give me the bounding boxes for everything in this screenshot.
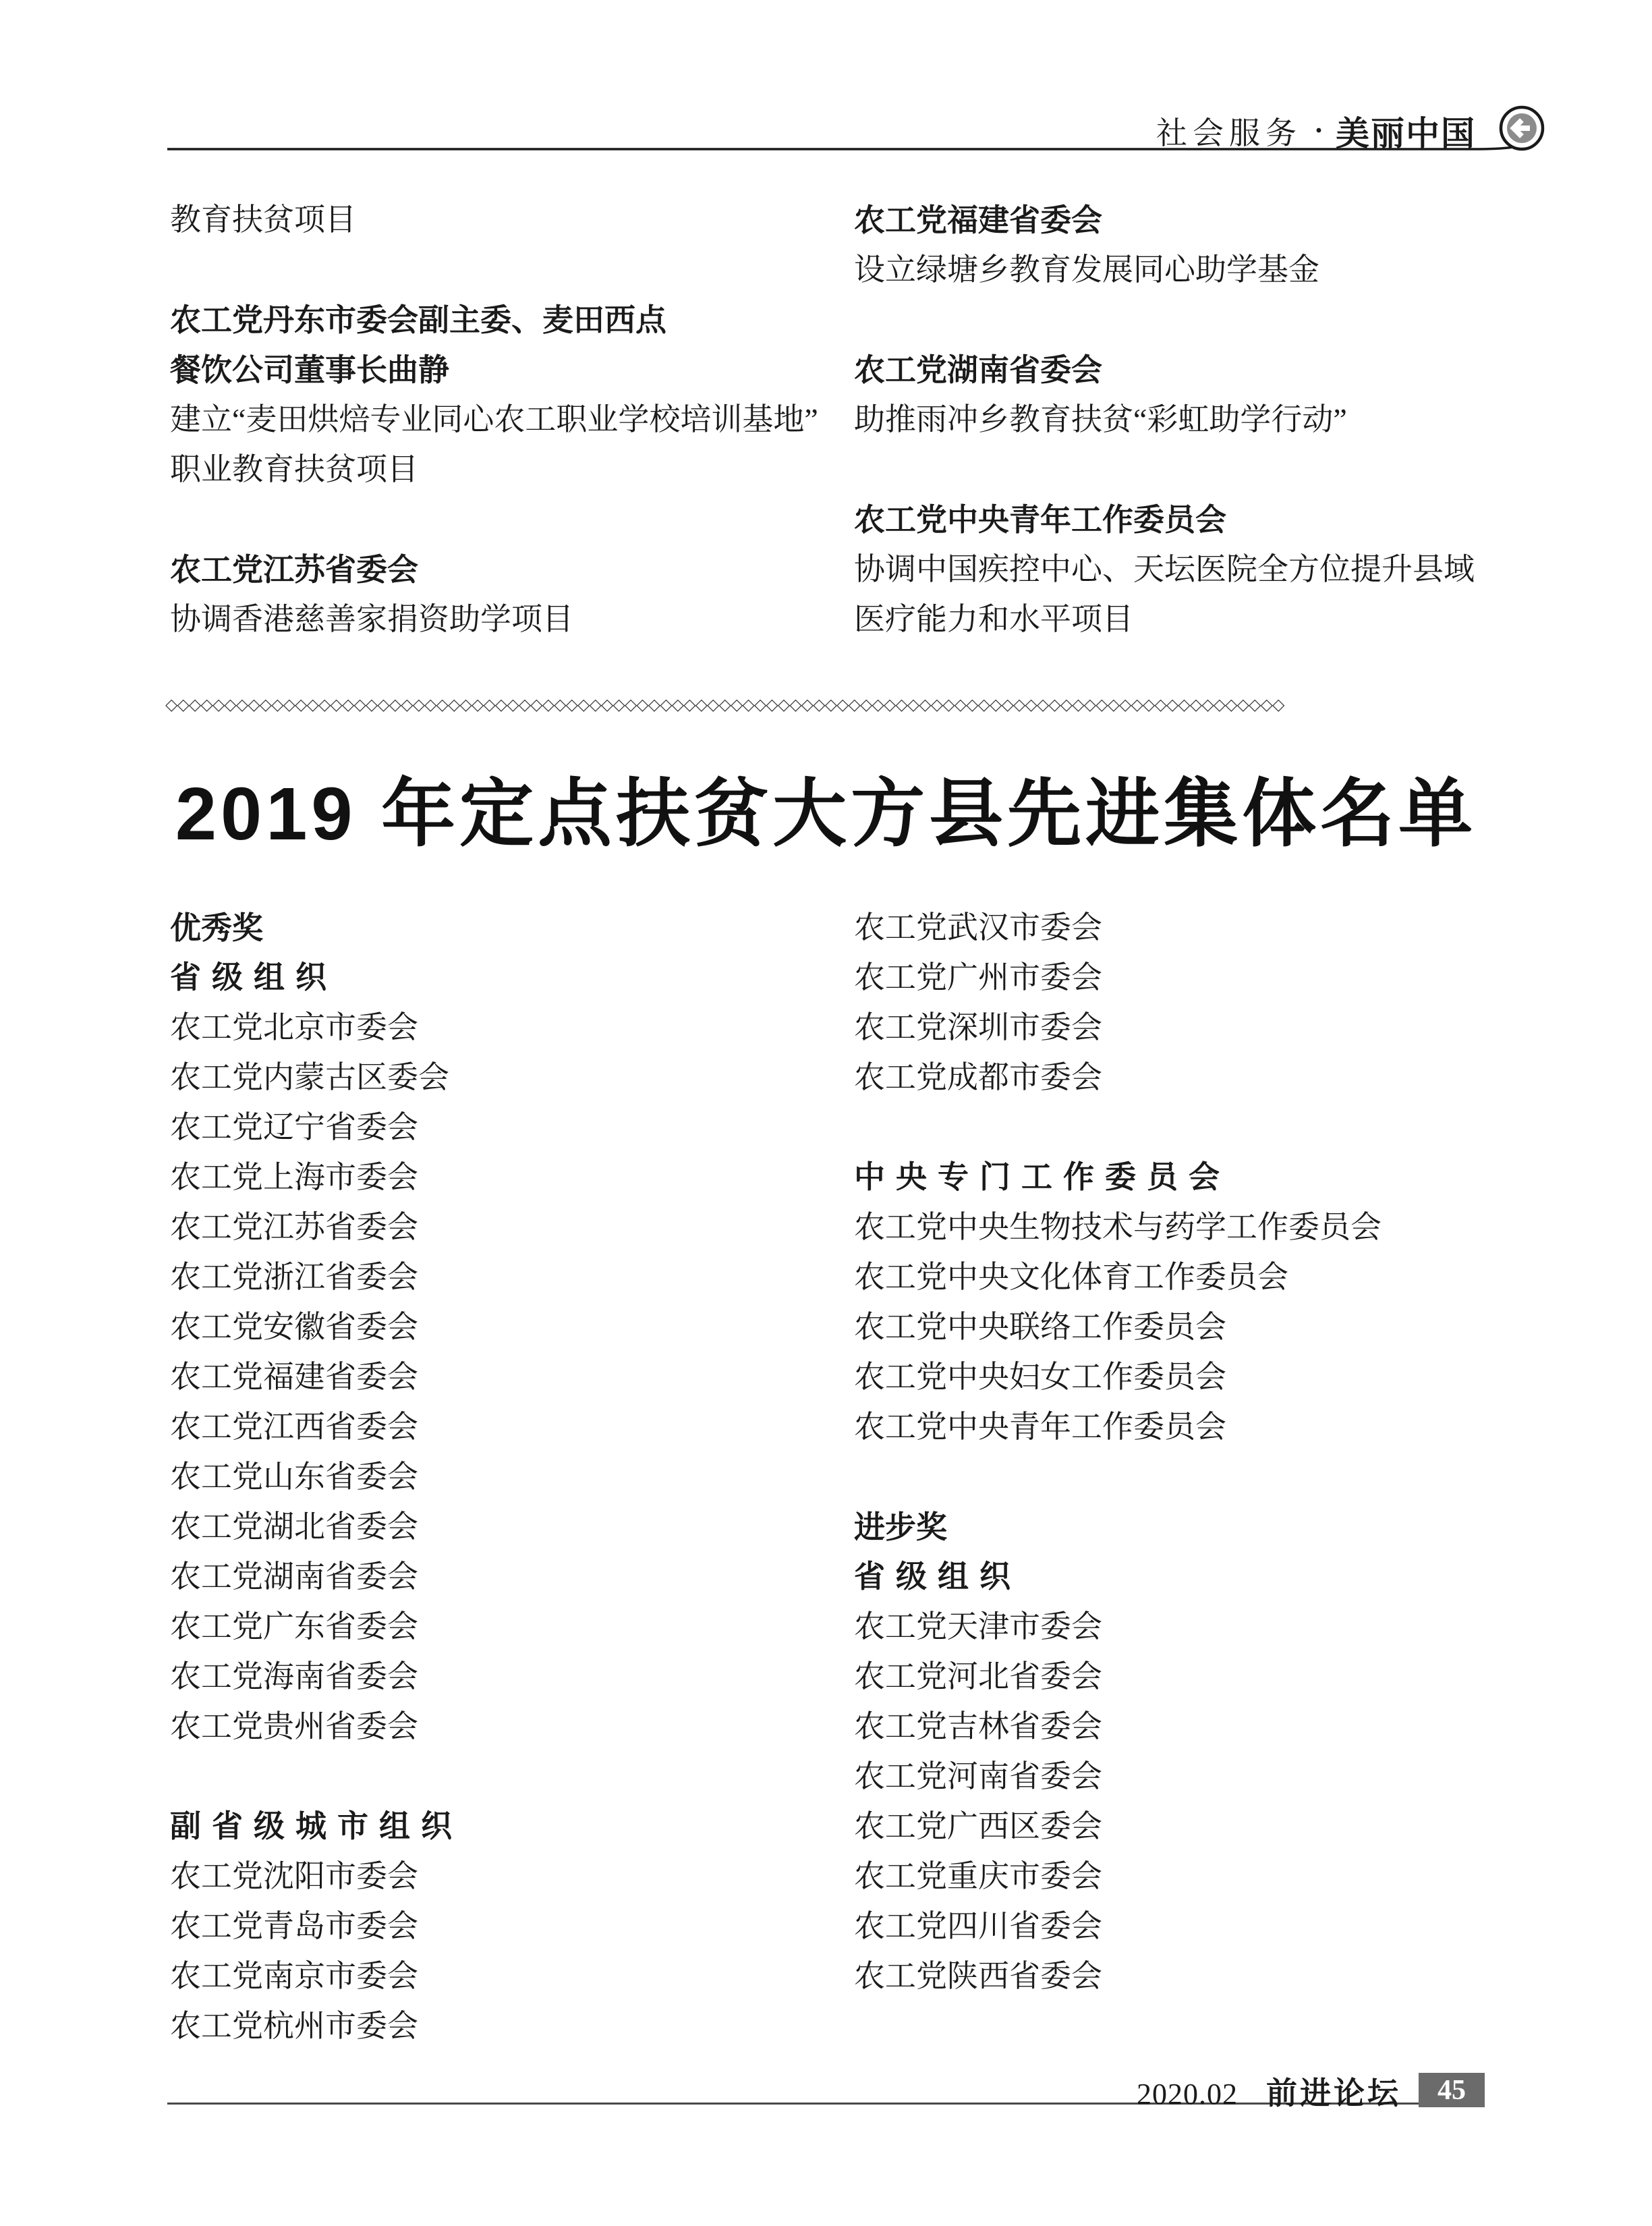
list-item: 农工党丹东市委会副主委、麦田西点	[170, 302, 666, 337]
list-item: 协调中国疾控中心、天坛医院全方位提升县域	[854, 552, 1475, 586]
list-item	[170, 245, 851, 295]
list-item: 农工党福建省委会	[170, 1360, 418, 1394]
list-item: 农工党青岛市委会	[170, 1909, 418, 1943]
list-item: 农工党湖南省委会	[854, 352, 1102, 387]
list-item: 农工党北京市委会	[170, 1010, 418, 1045]
list-item	[170, 1752, 851, 1802]
list-item: 农工党山东省委会	[170, 1459, 418, 1494]
list-item	[170, 495, 851, 545]
list-item	[854, 445, 1495, 495]
list-item: 农工党中央文化体育工作委员会	[854, 1260, 1288, 1294]
list-item: 农工党辽宁省委会	[170, 1110, 418, 1144]
list-item: 农工党广州市委会	[854, 960, 1102, 995]
list-item: 农工党四川省委会	[854, 1909, 1102, 1943]
list-item: 农工党天津市委会	[854, 1609, 1102, 1644]
page-header	[1156, 107, 1476, 155]
list-item: 农工党上海市委会	[170, 1160, 418, 1194]
list-item	[854, 1452, 1495, 1502]
list-item: 协调香港慈善家捐资助学项目	[170, 602, 573, 636]
list-item: 农工党贵州省委会	[170, 1709, 418, 1744]
list-item: 农工党湖南省委会	[170, 1559, 418, 1594]
back-icon	[1501, 107, 1543, 149]
list-item: 农工党河南省委会	[854, 1759, 1102, 1793]
list-item: 农工党重庆市委会	[854, 1859, 1102, 1893]
diamond-divider: ◇◇◇◇◇◇◇◇◇◇◇◇◇◇◇◇◇◇◇◇◇◇◇◇◇◇◇◇◇◇◇◇◇◇◇◇◇◇◇◇◇◇◇◇◇◇◇◇◇◇◇◇◇◇◇◇◇◇◇◇◇◇◇◇◇◇◇◇◇◇◇◇◇◇◇◇◇◇◇◇◇◇◇◇◇◇◇◇◇◇◇◇◇◇◇	[165, 695, 1284, 714]
list-item: 农工党深圳市委会	[854, 1010, 1102, 1045]
list-item: 餐饮公司董事长曲静	[170, 352, 449, 387]
list-item: 医疗能力和水平项目	[854, 602, 1133, 636]
list-item: 省级组织	[170, 960, 337, 995]
list-item: 农工党广西区委会	[854, 1809, 1102, 1843]
header-rule-and-back-icon	[0, 0, 1652, 202]
list-item: 农工党浙江省委会	[170, 1260, 418, 1294]
list-item: 农工党成都市委会	[854, 1060, 1102, 1094]
page-number-badge	[1419, 2073, 1485, 2107]
top-section-left-column	[170, 195, 851, 644]
list-item: 农工党内蒙古区委会	[170, 1060, 449, 1094]
list-item	[854, 2001, 1495, 2051]
list-item: 农工党福建省委会	[854, 202, 1102, 238]
top-section-right-column	[854, 195, 1495, 644]
list-item: 农工党中央妇女工作委员会	[854, 1360, 1226, 1394]
article-title: 2019 年定点扶贫大方县先进集体名单	[175, 773, 1477, 856]
list-item: 农工党江西省委会	[170, 1410, 418, 1444]
page-number: 45	[1437, 2074, 1466, 2106]
list-item: 助推雨冲乡教育扶贫“彩虹助学行动”	[854, 402, 1347, 437]
list-item: 农工党沈阳市委会	[170, 1859, 418, 1893]
list-item: 教育扶贫项目	[170, 202, 356, 237]
list-item: 农工党湖北省委会	[170, 1509, 418, 1544]
list-item: 农工党吉林省委会	[854, 1709, 1102, 1744]
list-item: 农工党江苏省委会	[170, 1210, 418, 1244]
header-column-title: 美丽中国	[1336, 115, 1476, 152]
list-item: 农工党中央联络工作委员会	[854, 1310, 1226, 1344]
list-item: 农工党海南省委会	[170, 1659, 418, 1694]
awards-right-column	[854, 903, 1495, 2051]
list-item: 中央专门工作委员会	[854, 1160, 1230, 1194]
list-item	[854, 295, 1495, 345]
list-item: 农工党陕西省委会	[854, 1959, 1102, 1993]
list-item: 农工党杭州市委会	[170, 2009, 418, 2043]
list-item	[854, 1103, 1495, 1152]
list-item: 农工党武汉市委会	[854, 910, 1102, 945]
list-item: 建立“麦田烘焙专业同心农工职业学校培训基地”	[170, 402, 818, 437]
list-item: 农工党中央生物技术与药学工作委员会	[854, 1210, 1382, 1244]
awards-left-column	[170, 903, 851, 2051]
list-item: 优秀奖	[170, 910, 263, 945]
footer	[1137, 2069, 1401, 2113]
list-item: 农工党南京市委会	[170, 1959, 418, 1993]
list-item: 农工党河北省委会	[854, 1659, 1102, 1694]
list-item: 农工党中央青年工作委员会	[854, 502, 1226, 537]
header-section-label: 社会服务	[1156, 116, 1302, 150]
header-separator-dot: ·	[1313, 115, 1323, 146]
list-item: 农工党中央青年工作委员会	[854, 1410, 1226, 1444]
footer-journal-name: 前进论坛	[1266, 2076, 1401, 2111]
list-item: 农工党广东省委会	[170, 1609, 418, 1644]
list-item: 职业教育扶贫项目	[170, 452, 418, 486]
list-item: 省级组织	[854, 1559, 1021, 1594]
footer-issue-date: 2020.02	[1137, 2078, 1238, 2111]
list-item: 进步奖	[854, 1509, 947, 1545]
list-item: 农工党安徽省委会	[170, 1310, 418, 1344]
list-item: 农工党江苏省委会	[170, 552, 418, 587]
list-item: 副省级城市组织	[170, 1809, 463, 1843]
list-item: 设立绿塘乡教育发展同心助学基金	[854, 252, 1319, 287]
